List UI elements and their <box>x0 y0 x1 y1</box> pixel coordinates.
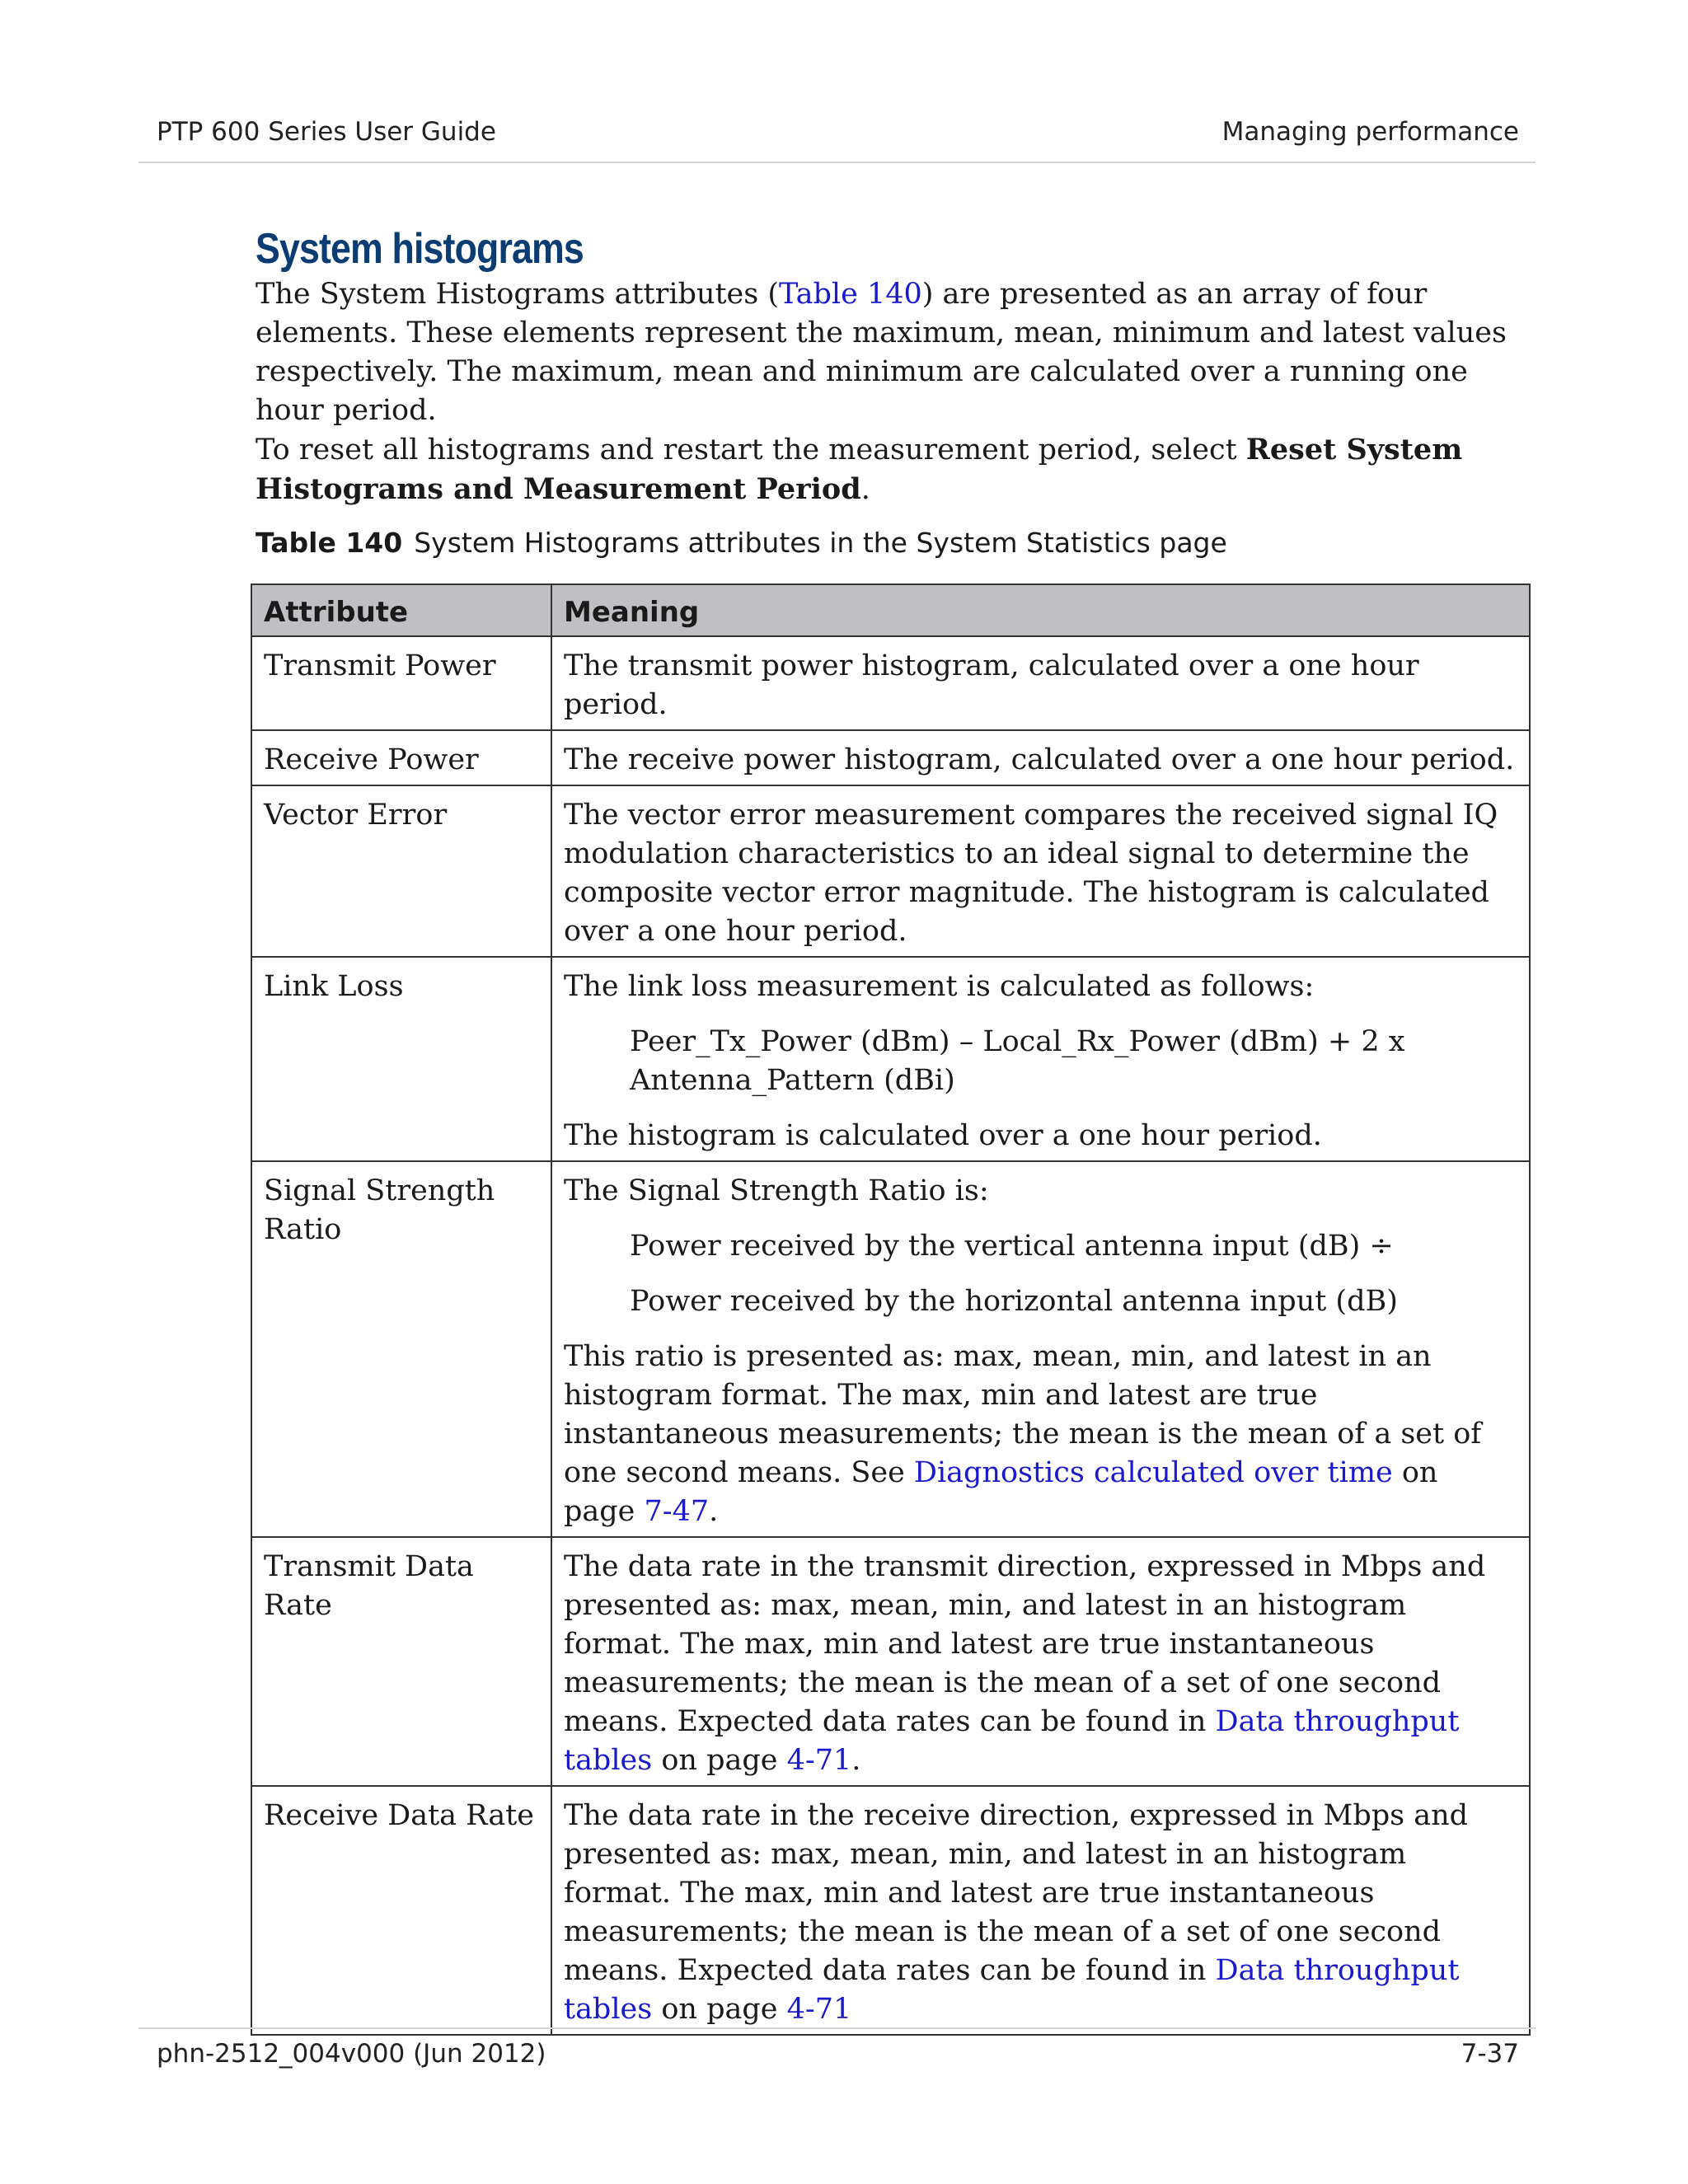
running-header-chapter: Managing performance <box>1221 117 1519 147</box>
document-id: phn-2512_004v000 (Jun 2012) <box>157 2039 546 2069</box>
attribute-cell: Vector Error <box>251 785 551 957</box>
running-header-title: PTP 600 Series User Guide <box>157 117 496 147</box>
data-throughput-link[interactable]: Data throughput tables <box>564 1954 1460 2026</box>
header-meaning: Meaning <box>551 584 1530 636</box>
meaning-cell: The vector error measurement compares the received signal IQ modulation characteristics to an ideal signal to determine the composite vector error magnitude. The histogram is calculated over a one hour period. <box>551 785 1530 957</box>
main-content <box>256 223 1531 560</box>
attributes-table <box>251 583 1531 2036</box>
table-140-link[interactable]: Table 140 <box>779 278 922 311</box>
table-row <box>251 1161 1530 1537</box>
meaning-text: The Signal Strength Ratio is: <box>564 1174 989 1207</box>
meaning-cell: The receive power histogram, calculated over a one hour period. <box>551 730 1530 785</box>
header-attribute: Attribute <box>251 584 551 636</box>
section-title: System histograms <box>256 225 584 273</box>
meaning-text: The link loss measurement is calculated as follows: <box>564 970 1315 1003</box>
attribute-cell: Link Loss <box>251 957 551 1161</box>
table-row <box>251 636 1530 730</box>
attribute-cell: Signal Strength Ratio <box>251 1161 551 1537</box>
footer-rule <box>138 2027 1536 2029</box>
diagnostics-link[interactable]: Diagnostics calculated over time <box>913 1456 1393 1489</box>
table-row <box>251 785 1530 957</box>
ratio-denominator: Power received by the horizontal antenna input (dB) <box>630 1285 1398 1318</box>
table-caption: Table 140 System Histograms attributes in the System Statistics page <box>256 527 1227 559</box>
intro-paragraph: The System Histograms attributes (Table 140) are presented as an array of four elements. These elements represent the maximum, mean, minimum and latest values respectively. The maximum, mean and minimum are calculated over a running one hour period. <box>256 278 1507 427</box>
reset-paragraph: To reset all histograms and restart the measurement period, select Reset System Histograms and Measurement Period. <box>256 433 1463 506</box>
meaning-cell <box>551 1161 1530 1537</box>
link-loss-formula: Peer_Tx_Power (dBm) – Local_Rx_Power (dBm) + 2 x Antenna_Pattern (dBi) <box>630 1025 1405 1097</box>
attribute-cell: Transmit Power <box>251 636 551 730</box>
meaning-cell: The data rate in the receive direction, expressed in Mbps and presented as: max, mean, min, and latest in an histogram format. The max, min and latest are true instantaneous measurements; the mean is the mean of a set of one second means. Expected data rates can be found in Data throughput tables on page 4-71 <box>551 1786 1530 2035</box>
header-rule <box>138 162 1536 163</box>
page-7-47-link[interactable]: 7-47 <box>644 1495 710 1528</box>
ratio-numerator: Power received by the vertical antenna input (dB) ÷ <box>630 1230 1394 1263</box>
data-throughput-link[interactable]: Data throughput tables <box>564 1705 1460 1777</box>
page-number: 7-37 <box>1461 2039 1519 2069</box>
meaning-cell <box>551 957 1530 1161</box>
table-row <box>251 1786 1530 2035</box>
page-4-71-link[interactable]: 4-71 <box>786 1744 852 1777</box>
table-header-row <box>251 584 1530 636</box>
meaning-cell: The data rate in the transmit direction, expressed in Mbps and presented as: max, mean, min, and latest in an histogram format. The max, min and latest are true instantaneous measurements; the mean is the mean of a set of one second means. Expected data rates can be found in Data throughput tables on page 4-71. <box>551 1537 1530 1786</box>
reset-command-label: Reset System Histograms and Measurement Period <box>256 433 1463 506</box>
meaning-cell: The transmit power histogram, calculated over a one hour period. <box>551 636 1530 730</box>
page-4-71-link[interactable]: 4-71 <box>786 1993 852 2026</box>
attribute-cell: Receive Data Rate <box>251 1786 551 2035</box>
attribute-cell: Receive Power <box>251 730 551 785</box>
meaning-text: The histogram is calculated over a one hour period. <box>564 1119 1322 1152</box>
table-row <box>251 957 1530 1161</box>
table-row <box>251 730 1530 785</box>
table-row <box>251 1537 1530 1786</box>
meaning-text: This ratio is presented as: max, mean, min, and latest in an histogram format. The max, min and latest are true instantaneous measurements; the mean is the mean of a set of one second means. See Diagnostics calculated over time on page 7-47. <box>564 1340 1482 1528</box>
attribute-cell: Transmit Data Rate <box>251 1537 551 1786</box>
